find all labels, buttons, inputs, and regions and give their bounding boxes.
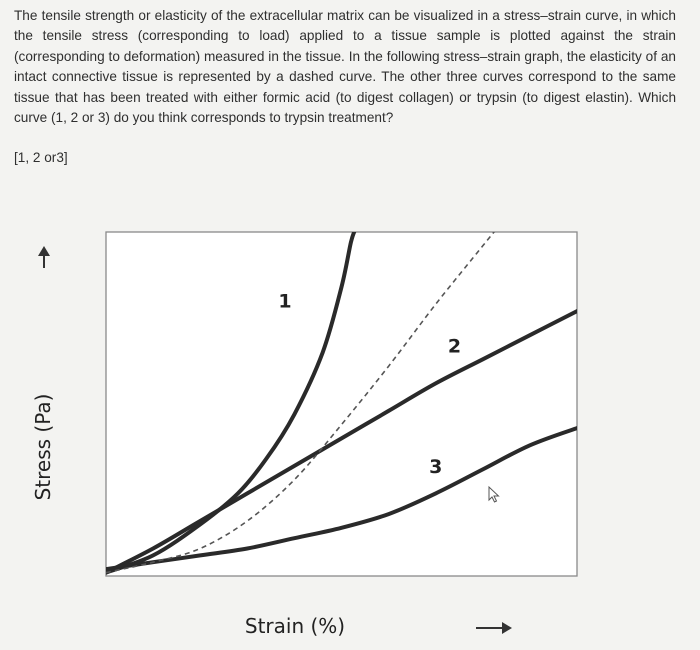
x-axis-title: Strain (%) [244, 614, 346, 638]
curve-label-2: 2 [447, 335, 462, 358]
answer-hint: [1, 2 or3] [14, 150, 68, 165]
curve-label-1: 1 [278, 290, 292, 313]
question-text: The tensile strength or elasticity of the extracellular matrix can be visualized in a stress–strain curve, in which the tensile stress (corresponding to load) applied to a tissue sample is plotted against the strain (corresponding to deformation) measured in the tissue. In the following stress–strain graph, the elasticity of an intact connective tissue is represented by a dashed curve. The other three curves correspond to the same tissue that has been treated with either formic acid (to digest collagen) or trypsin (to digest elastin). Which curve (1, 2 or 3) do you think corresponds to trypsin treatment? [14, 8, 676, 126]
y-axis-arrow [38, 246, 50, 268]
curve-label-3: 3 [429, 455, 443, 478]
x-axis-arrow [476, 622, 512, 634]
y-axis-title: Stress (Pa) [31, 393, 55, 501]
